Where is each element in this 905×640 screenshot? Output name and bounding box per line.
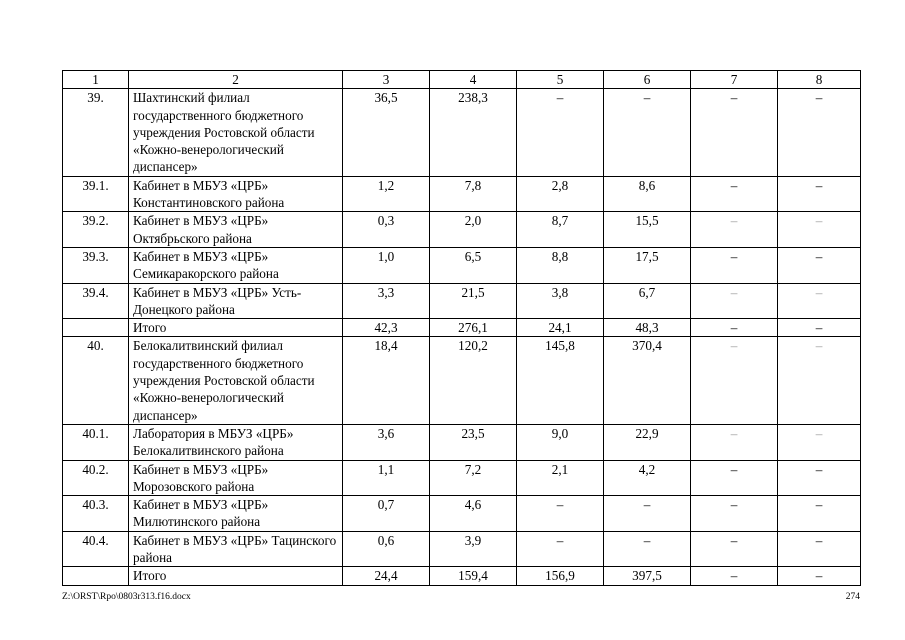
data-table: [62, 70, 861, 586]
cell-col6: 6,7: [604, 283, 691, 319]
cell-col8: –: [778, 531, 861, 567]
row-name: Белокалитвинский филиал государственного бюджетного учреждения Ростовской области «Кожно-венерологический диспансер»: [129, 337, 343, 424]
column-header: 7: [691, 71, 778, 89]
row-name: Итого: [129, 567, 343, 585]
table-row: [63, 247, 861, 283]
cell-col6: –: [604, 496, 691, 532]
row-number: 39.4.: [63, 283, 129, 319]
cell-col7: –: [691, 337, 778, 424]
cell-col7: –: [691, 283, 778, 319]
cell-col5: 24,1: [517, 319, 604, 337]
row-number: [63, 567, 129, 585]
column-header: 6: [604, 71, 691, 89]
cell-col4: 276,1: [430, 319, 517, 337]
row-name: Кабинет в МБУЗ «ЦРБ» Октябрьского района: [129, 212, 343, 248]
table-row: [63, 424, 861, 460]
cell-col6: –: [604, 531, 691, 567]
total-row: [63, 319, 861, 337]
cell-col5: –: [517, 496, 604, 532]
row-number: 39.: [63, 89, 129, 176]
cell-col8: –: [778, 496, 861, 532]
cell-col8: –: [778, 283, 861, 319]
row-number: 40.4.: [63, 531, 129, 567]
cell-col4: 3,9: [430, 531, 517, 567]
total-row: [63, 567, 861, 585]
cell-col6: 4,2: [604, 460, 691, 496]
cell-col3: 0,6: [343, 531, 430, 567]
column-header: 3: [343, 71, 430, 89]
column-header: 4: [430, 71, 517, 89]
cell-col4: 4,6: [430, 496, 517, 532]
table-row: [63, 283, 861, 319]
cell-col3: 24,4: [343, 567, 430, 585]
cell-col4: 159,4: [430, 567, 517, 585]
row-number: [63, 319, 129, 337]
row-number: 39.3.: [63, 247, 129, 283]
cell-col6: 15,5: [604, 212, 691, 248]
cell-col3: 1,0: [343, 247, 430, 283]
table-row: [63, 496, 861, 532]
cell-col8: –: [778, 176, 861, 212]
row-name: Кабинет в МБУЗ «ЦРБ» Милютинского района: [129, 496, 343, 532]
footer-file-path: Z:\ORST\Rpo\0803r313.f16.docx: [62, 592, 191, 602]
cell-col7: –: [691, 247, 778, 283]
cell-col6: 22,9: [604, 424, 691, 460]
cell-col6: 370,4: [604, 337, 691, 424]
cell-col6: 8,6: [604, 176, 691, 212]
row-name: Кабинет в МБУЗ «ЦРБ» Усть-Донецкого района: [129, 283, 343, 319]
table-row: [63, 337, 861, 424]
table-row: [63, 176, 861, 212]
cell-col4: 238,3: [430, 89, 517, 176]
column-header: 8: [778, 71, 861, 89]
cell-col8: –: [778, 460, 861, 496]
cell-col5: 8,7: [517, 212, 604, 248]
table-row: [63, 460, 861, 496]
cell-col7: –: [691, 319, 778, 337]
column-header: 1: [63, 71, 129, 89]
cell-col8: –: [778, 567, 861, 585]
cell-col7: –: [691, 531, 778, 567]
cell-col4: 7,2: [430, 460, 517, 496]
cell-col4: 2,0: [430, 212, 517, 248]
row-name: Кабинет в МБУЗ «ЦРБ» Тацинского района: [129, 531, 343, 567]
cell-col3: 1,1: [343, 460, 430, 496]
cell-col8: –: [778, 212, 861, 248]
row-number: 39.1.: [63, 176, 129, 212]
cell-col3: 18,4: [343, 337, 430, 424]
column-header: 2: [129, 71, 343, 89]
row-name: Шахтинский филиал государственного бюджетного учреждения Ростовской области «Кожно-венерологический диспансер»: [129, 89, 343, 176]
cell-col4: 7,8: [430, 176, 517, 212]
cell-col7: –: [691, 89, 778, 176]
cell-col6: 48,3: [604, 319, 691, 337]
table-row: [63, 531, 861, 567]
cell-col3: 0,7: [343, 496, 430, 532]
cell-col3: 1,2: [343, 176, 430, 212]
cell-col7: –: [691, 460, 778, 496]
table-row: [63, 89, 861, 176]
table-row: [63, 212, 861, 248]
cell-col8: –: [778, 89, 861, 176]
cell-col8: –: [778, 319, 861, 337]
cell-col4: 21,5: [430, 283, 517, 319]
row-number: 40.: [63, 337, 129, 424]
cell-col5: –: [517, 531, 604, 567]
row-name: Кабинет в МБУЗ «ЦРБ» Константиновского района: [129, 176, 343, 212]
cell-col8: –: [778, 337, 861, 424]
cell-col5: 2,1: [517, 460, 604, 496]
cell-col5: 3,8: [517, 283, 604, 319]
cell-col3: 36,5: [343, 89, 430, 176]
cell-col3: 3,3: [343, 283, 430, 319]
header-row: [63, 71, 861, 89]
cell-col6: –: [604, 89, 691, 176]
footer-page-number: 274: [845, 592, 860, 602]
row-number: 40.1.: [63, 424, 129, 460]
cell-col6: 397,5: [604, 567, 691, 585]
cell-col5: 9,0: [517, 424, 604, 460]
cell-col7: –: [691, 176, 778, 212]
cell-col4: 6,5: [430, 247, 517, 283]
cell-col7: –: [691, 496, 778, 532]
row-number: 39.2.: [63, 212, 129, 248]
cell-col6: 17,5: [604, 247, 691, 283]
cell-col8: –: [778, 247, 861, 283]
cell-col5: 156,9: [517, 567, 604, 585]
cell-col5: 2,8: [517, 176, 604, 212]
row-name: Итого: [129, 319, 343, 337]
cell-col7: –: [691, 567, 778, 585]
cell-col5: 145,8: [517, 337, 604, 424]
cell-col3: 0,3: [343, 212, 430, 248]
row-name: Кабинет в МБУЗ «ЦРБ» Морозовского района: [129, 460, 343, 496]
cell-col3: 3,6: [343, 424, 430, 460]
cell-col5: –: [517, 89, 604, 176]
cell-col7: –: [691, 424, 778, 460]
row-name: Кабинет в МБУЗ «ЦРБ» Семикаракорского района: [129, 247, 343, 283]
row-number: 40.2.: [63, 460, 129, 496]
cell-col3: 42,3: [343, 319, 430, 337]
cell-col4: 23,5: [430, 424, 517, 460]
cell-col4: 120,2: [430, 337, 517, 424]
cell-col7: –: [691, 212, 778, 248]
cell-col8: –: [778, 424, 861, 460]
row-number: 40.3.: [63, 496, 129, 532]
row-name: Лаборатория в МБУЗ «ЦРБ» Белокалитвинского района: [129, 424, 343, 460]
column-header: 5: [517, 71, 604, 89]
cell-col5: 8,8: [517, 247, 604, 283]
